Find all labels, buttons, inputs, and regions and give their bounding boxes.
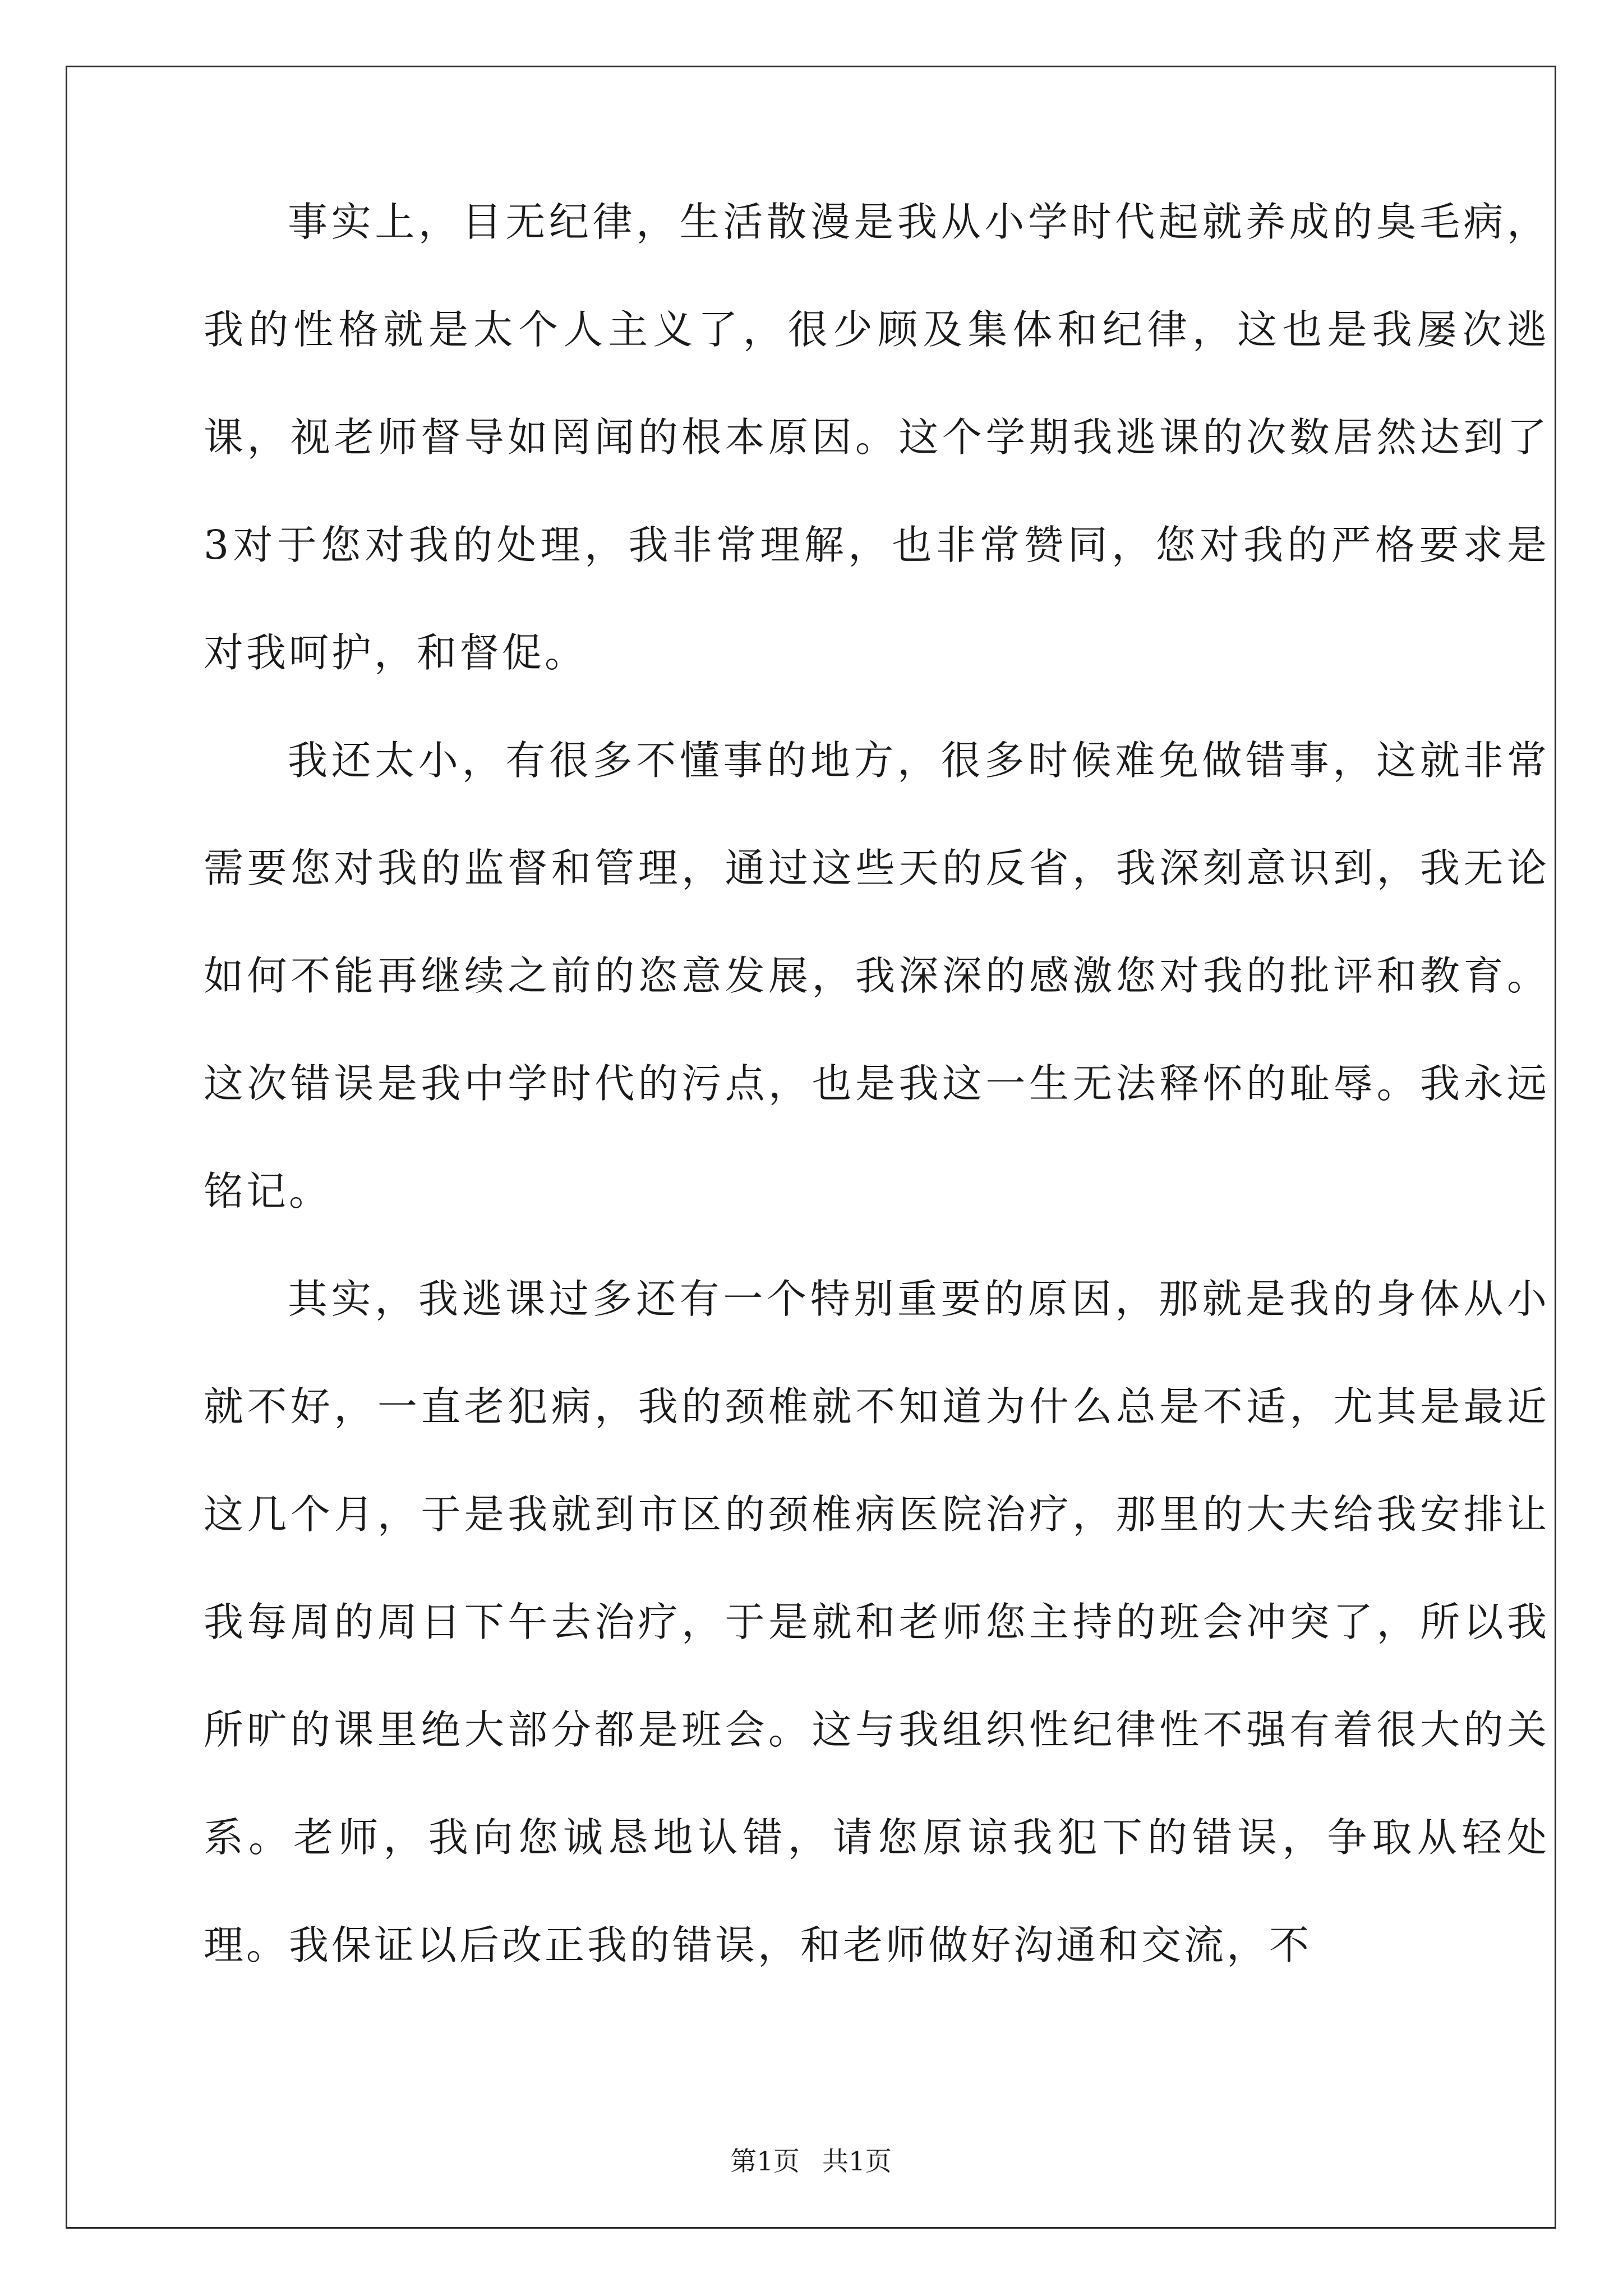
document-body: [204, 168, 1550, 1999]
page-number: 第1页: [730, 2146, 800, 2177]
page-total: 共1页: [822, 2146, 892, 2177]
page-frame: [66, 66, 1556, 2229]
page-footer: [67, 2145, 1555, 2179]
paragraph-1: 事实上，目无纪律，生活散漫是我从小学时代起就养成的臭毛病，我的性格就是太个人主义了，很少顾及集体和纪律，这也是我屡次逃课，视老师督导如罔闻的根本原因。这个学期我逃课的次数居然达到了3对于您对我的处理，我非常理解，也非常赞同，您对我的严格要求是对我呵护，和督促。: [204, 199, 1550, 676]
paragraph-2: 我还太小，有很多不懂事的地方，很多时候难免做错事，这就非常需要您对我的监督和管理，通过这些天的反省，我深刻意识到，我无论如何不能再继续之前的恣意发展，我深深的感激您对我的批评和教育。这次错误是我中学时代的污点，也是我这一生无法释怀的耻辱。我永远铭记。: [204, 737, 1550, 1214]
paragraph-3: 其实，我逃课过多还有一个特别重要的原因，那就是我的身体从小就不好，一直老犯病，我的颈椎就不知道为什么总是不适，尤其是最近这几个月，于是我就到市区的颈椎病医院治疗，那里的大夫给我安排让我每周的周日下午去治疗，于是就和老师您主持的班会冲突了，所以我所旷的课里绝大部分都是班会。这与我组织性纪律性不强有着很大的关系。老师，我向您诚恳地认错，请您原谅我犯下的错误，争取从轻处理。我保证以后改正我的错误，和老师做好沟通和交流，不: [204, 1276, 1550, 1968]
